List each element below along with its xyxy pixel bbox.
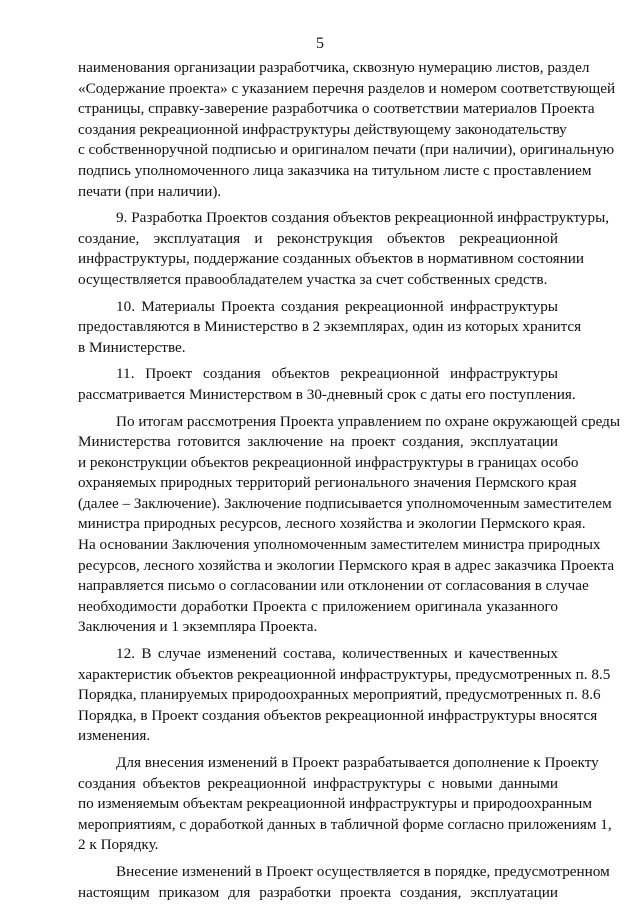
text-line: По итогам рассмотрения Проекта управлением по охране окружающей среды xyxy=(116,412,621,430)
text-line: «Содержание проекта» с указанием перечня разделов и номером соответствующей xyxy=(78,79,616,97)
text-line: страницы, справку-заверение разработчика о соответствии материалов Проекта xyxy=(78,100,595,118)
text-line: Для внесения изменений в Проект разрабатывается дополнение к Проекту xyxy=(116,754,599,771)
text-line: и реконструкции объектов рекреационной инфраструктуры в границах особо xyxy=(78,453,579,471)
text-line: создание, эксплуатация и реконструкция объектов рекреационной xyxy=(78,229,558,247)
text-line: 10. Материалы Проекта создания рекреационной инфраструктуры xyxy=(116,297,558,315)
text-line: На основании Заключения уполномоченным заместителем министра природных xyxy=(78,536,601,554)
text-line: с собственноручной подписью и оригиналом печати (при наличии), оригинальную xyxy=(78,141,615,159)
paragraph-amendment-supplement xyxy=(78,753,612,856)
text-line: настоящим приказом для разработки проекта создания, эксплуатации xyxy=(78,883,558,901)
text-line: направляется письмо о согласовании или отклонении от согласования в случае xyxy=(78,577,589,595)
text-line: 9. Разработка Проектов создания объектов рекреационной инфраструктуры, xyxy=(116,209,610,227)
text-line: (далее – Заключение). Заключение подписывается уполномоченным заместителем xyxy=(78,494,612,512)
text-line: предоставляются в Министерство в 2 экземплярах, один из которых хранится xyxy=(78,318,582,336)
paragraph-amendment-procedure xyxy=(78,862,610,903)
text-line: осуществляется правообладателем участка за счет собственных средств. xyxy=(78,270,548,288)
paragraph-item-9 xyxy=(78,208,610,290)
text-line: Порядка, в Проект создания объектов рекреационной инфраструктуры вносятся xyxy=(78,706,598,724)
text-line: Порядка, планируемых природоохранных мероприятий, предусмотренных п. 8.6 xyxy=(78,686,601,704)
paragraph-item-11 xyxy=(78,364,576,405)
text-line: 2 к Порядку. xyxy=(78,836,159,854)
text-line: необходимости доработки Проекта с приложением оригинала указанного xyxy=(78,597,558,615)
text-line: инфраструктуры, поддержание созданных объектов в нормативном состоянии xyxy=(78,250,585,268)
paragraph-item-12 xyxy=(78,644,611,747)
text-line: подпись уполномоченного лица заказчика на титульном листе с проставлением xyxy=(78,161,592,179)
text-line: Внесение изменений в Проект осуществляется в порядке, предусмотренном xyxy=(116,862,610,880)
text-line: наименования организации разработчика, сквозную нумерацию листов, раздел xyxy=(78,59,590,76)
text-line: 12. В случае изменений состава, количественных и качественных xyxy=(116,645,558,663)
text-line: мероприятиям, с доработкой данных в табличной форме согласно приложениям 1, xyxy=(78,815,612,833)
text-line: характеристик объектов рекреационной инфраструктуры, предусмотренных п. 8.5 xyxy=(78,665,611,683)
document-body xyxy=(78,58,621,903)
text-line: создания рекреационной инфраструктуры действующему законодательству xyxy=(78,120,567,138)
paragraph-review-results xyxy=(78,412,621,639)
text-line: изменения. xyxy=(78,727,151,745)
text-line: по изменяемым объектам рекреационной инфраструктуры и природоохранным xyxy=(78,795,592,813)
page-number: 5 xyxy=(316,35,324,52)
text-line: охраняемых природных территорий регионального значения Пермского края xyxy=(78,474,577,492)
text-line: 11. Проект создания объектов рекреационной инфраструктуры xyxy=(116,365,558,383)
paragraph-section-contents xyxy=(78,58,616,202)
text-line: рассматривается Министерством в 30-дневный срок с даты его поступления. xyxy=(78,385,576,403)
text-line: Министерства готовится заключение на проект создания, эксплуатации xyxy=(78,433,558,451)
text-line: Заключения и 1 экземпляра Проекта. xyxy=(78,618,318,636)
text-line: ресурсов, лесного хозяйства и экологии Пермского края в адрес заказчика Проекта xyxy=(78,556,615,574)
text-line: создания объектов рекреационной инфраструктуры с новыми данными xyxy=(78,774,558,792)
paragraph-item-10 xyxy=(78,297,582,359)
text-line: печати (при наличии). xyxy=(78,182,222,200)
text-line: в Министерстве. xyxy=(78,338,186,356)
text-line: министра природных ресурсов, лесного хозяйства и экологии Пермского края. xyxy=(78,515,586,533)
